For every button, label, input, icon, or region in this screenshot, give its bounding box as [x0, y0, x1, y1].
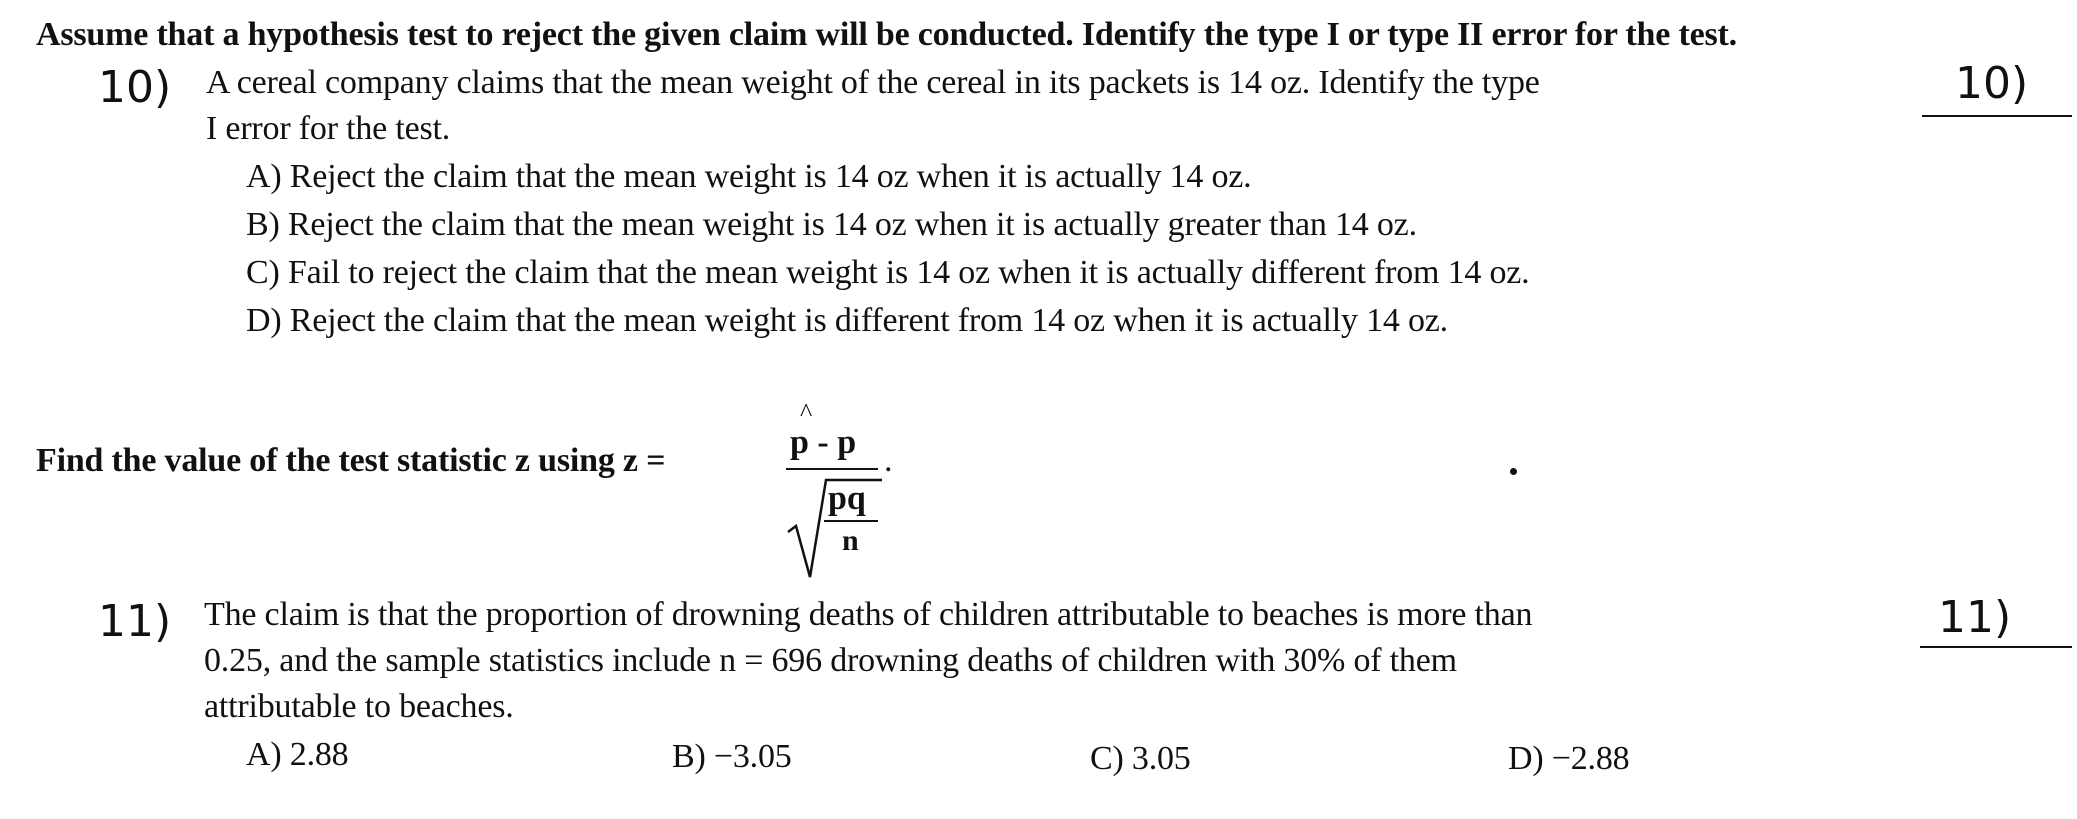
q11-option-b: B) −3.05	[672, 738, 792, 775]
formula-period: .	[884, 442, 893, 479]
q11-option-a: A) 2.88	[246, 736, 349, 773]
stray-dot	[1510, 468, 1517, 475]
q11-prompt-line3: attributable to beaches.	[204, 688, 514, 725]
formula-hat: ^	[800, 398, 813, 427]
formula-fraction-bar	[786, 468, 878, 470]
q10-prompt-line1: A cereal company claims that the mean weight of the cereal in its packets is 14 oz. Identify the type	[206, 64, 1540, 101]
formula-denominator-bottom: n	[842, 524, 859, 557]
q10-option-d: D) Reject the claim that the mean weight is different from 14 oz when it is actually 14 oz.	[246, 302, 1448, 339]
q11-option-c: C) 3.05	[1090, 740, 1191, 777]
section2-instruction: Find the value of the test statistic z using z =	[36, 442, 666, 479]
q10-option-c: C) Fail to reject the claim that the mean weight is 14 oz when it is actually different from 14 oz.	[246, 254, 1530, 291]
formula-inner-fraction-bar	[824, 520, 878, 522]
q11-prompt-line1: The claim is that the proportion of drowning deaths of children attributable to beaches is more than	[204, 596, 1533, 633]
q10-answer-line	[1922, 115, 2072, 117]
q11-number-left: 11)	[98, 596, 172, 647]
q10-option-b: B) Reject the claim that the mean weight is 14 oz when it is actually greater than 14 oz.	[246, 206, 1417, 243]
q10-prompt-line2: I error for the test.	[206, 110, 451, 147]
q11-option-d: D) −2.88	[1508, 740, 1630, 777]
formula-denominator-top: pq	[828, 480, 866, 517]
q10-number-left: 10)	[98, 62, 172, 113]
q11-answer-line	[1920, 646, 2072, 648]
formula-numerator: p - p	[790, 424, 857, 461]
q10-option-a: A) Reject the claim that the mean weight is 14 oz when it is actually 14 oz.	[246, 158, 1252, 195]
q11-prompt-line2: 0.25, and the sample statistics include n = 696 drowning deaths of children with 30% of them	[204, 642, 1457, 679]
section1-instruction: Assume that a hypothesis test to reject the given claim will be conducted. Identify the type I or type II error for the test.	[36, 16, 1737, 53]
q11-number-right: 11)	[1938, 592, 2012, 643]
q10-number-right: 10)	[1955, 58, 2029, 109]
